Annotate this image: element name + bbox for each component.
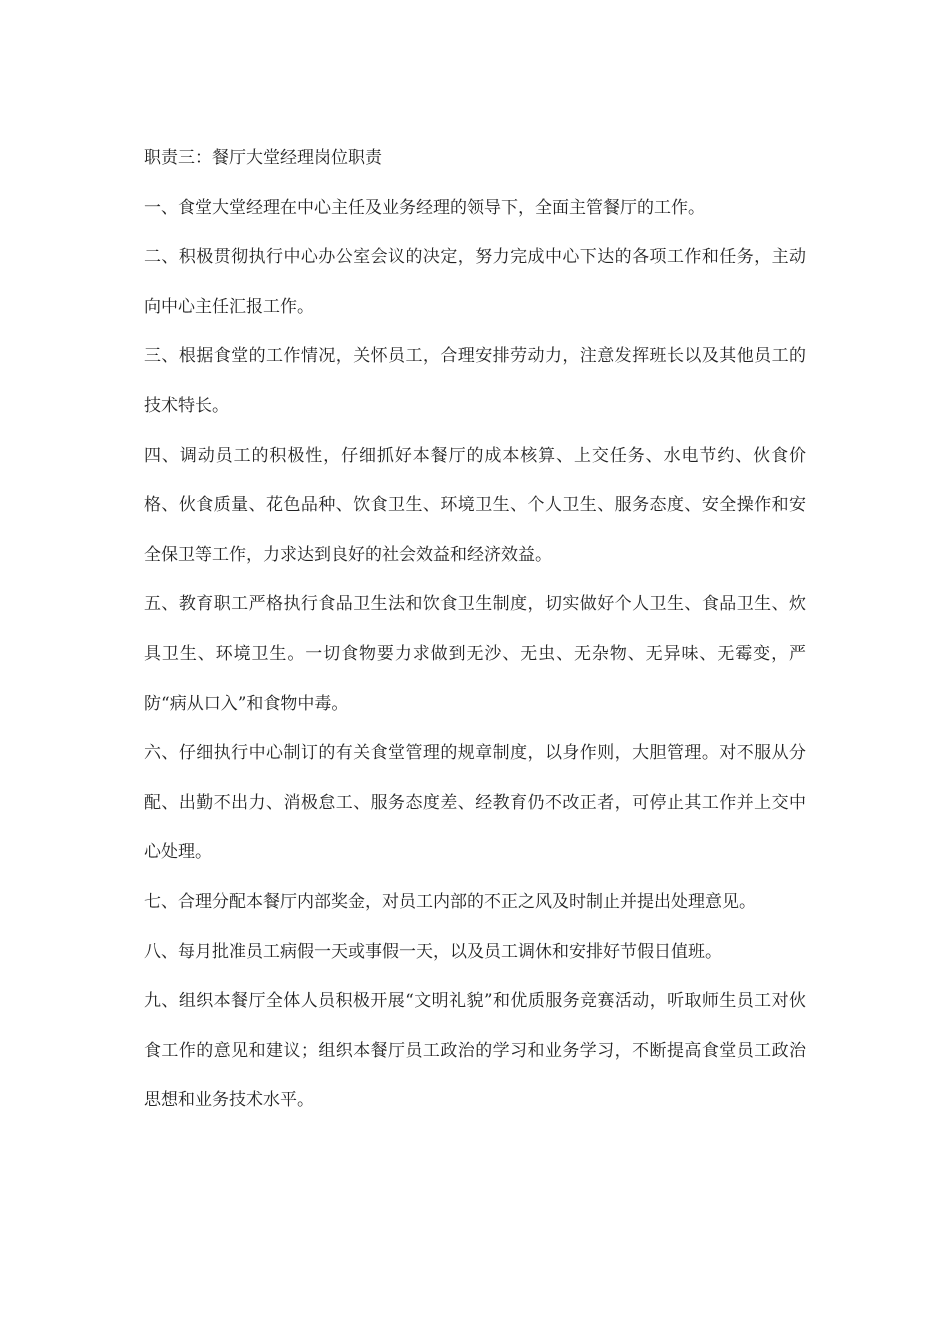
paragraph-6: 六、仔细执行中心制订的有关食堂管理的规章制度，以身作则，大胆管理。对不服从分配、出勤不出力、消极怠工、服务态度差、经教育仍不改正者，可停止其工作并上交中心处理。 — [144, 743, 806, 863]
document-title: 职责三：餐厅大堂经理岗位职责 — [144, 148, 382, 168]
paragraph-5: 五、教育职工严格执行食品卫生法和饮食卫生制度，切实做好个人卫生、食品卫生、炊具卫生、环境卫生。一切食物要力求做到无沙、无虫、无杂物、无异味、无霉变，严防“病从口入”和食物中毒。 — [144, 594, 806, 714]
paragraph-8: 八、每月批准员工病假一天或事假一天，以及员工调休和安排好节假日值班。 — [144, 941, 722, 962]
paragraph-9: 九、组织本餐厅全体人员积极开展“文明礼貌”和优质服务竞赛活动，听取师生员工对伙食工作的意见和建议；组织本餐厅员工政治的学习和业务学习，不断提高食堂员工政治思想和业务技术水平。 — [144, 991, 806, 1111]
paragraph-2: 二、积极贯彻执行中心办公室会议的决定，努力完成中心下达的各项工作和任务，主动向中心主任汇报工作。 — [144, 247, 806, 317]
paragraph-3: 三、根据食堂的工作情况，关怀员工，合理安排劳动力，注意发挥班长以及其他员工的技术特长。 — [144, 346, 806, 416]
paragraph-1: 一、食堂大堂经理在中心主任及业务经理的领导下，全面主管餐厅的工作。 — [144, 197, 705, 218]
paragraph-4: 四、调动员工的积极性，仔细抓好本餐厅的成本核算、上交任务、水电节约、伙食价格、伙食质量、花色品种、饮食卫生、环境卫生、个人卫生、服务态度、安全操作和安全保卫等工作，力求达到良好的社会效益和经济效益。 — [144, 445, 806, 565]
paragraph-7: 七、合理分配本餐厅内部奖金，对员工内部的不正之风及时制止并提出处理意见。 — [144, 891, 756, 912]
document-body — [144, 134, 806, 1126]
